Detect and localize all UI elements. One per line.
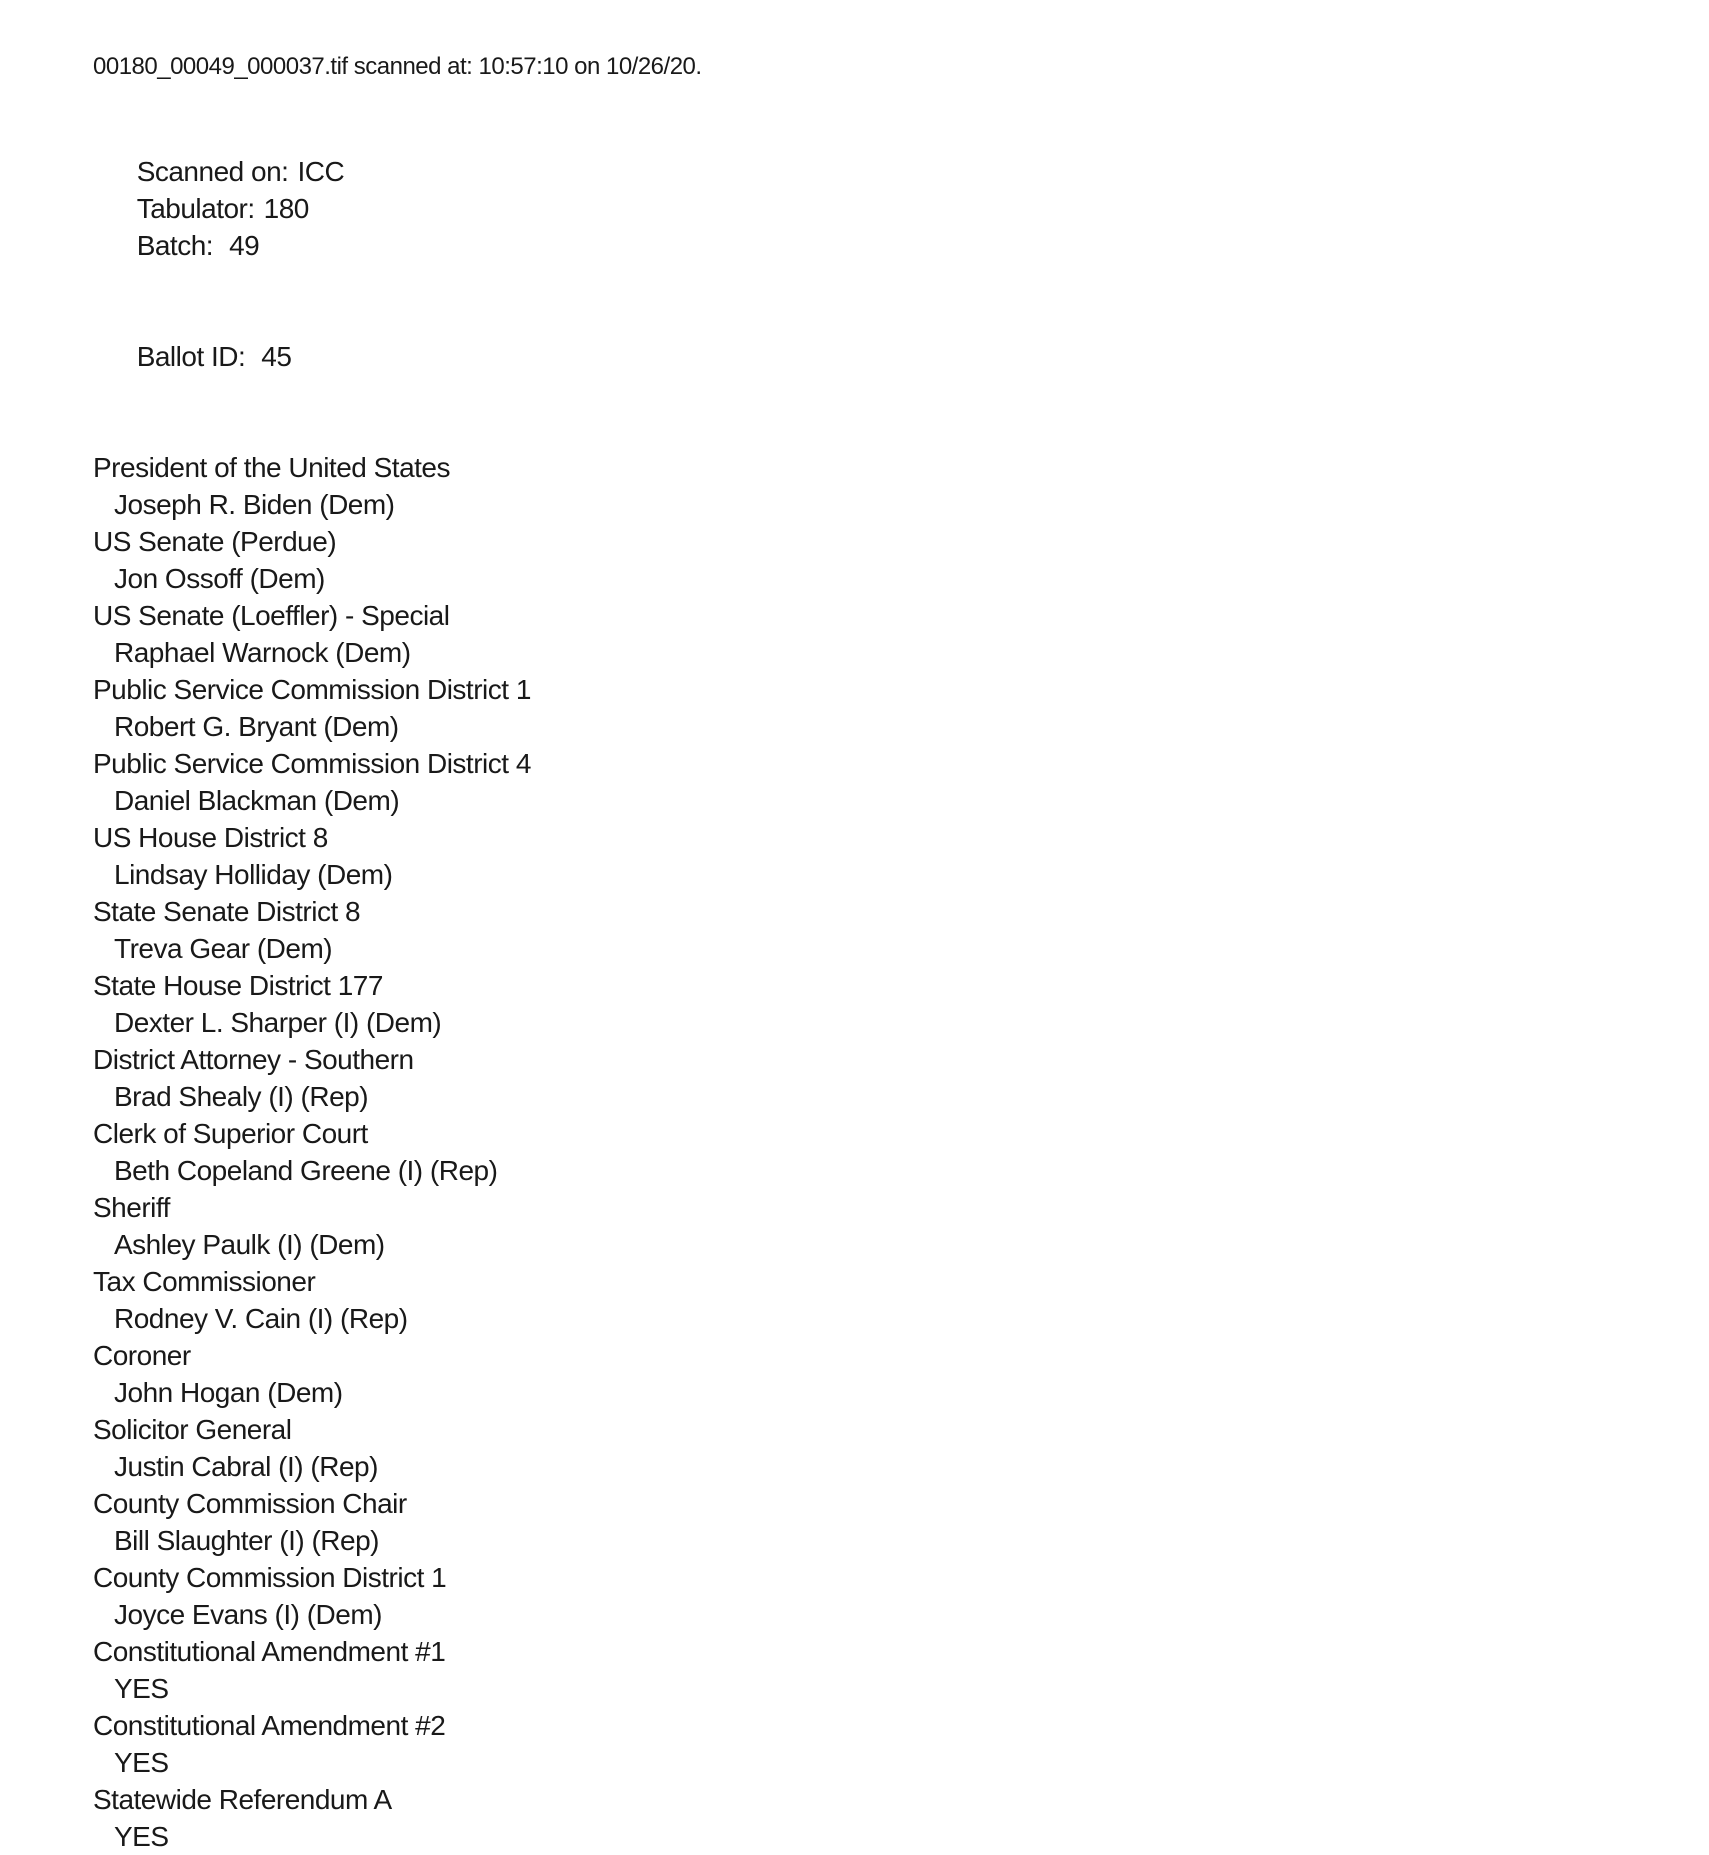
contest-title: Public Service Commission District 1: [93, 674, 531, 705]
scanned-on-value: ICC: [297, 156, 345, 187]
contest-selection: Lindsay Holliday (Dem): [114, 859, 393, 890]
contest-selection: Robert G. Bryant (Dem): [114, 711, 399, 742]
contest-entry: [93, 819, 1649, 893]
scanned-on-pair: [137, 153, 344, 190]
contest-title: Public Service Commission District 4: [93, 748, 531, 779]
batch-pair: [137, 227, 260, 264]
contest-selection: Raphael Warnock (Dem): [114, 637, 411, 668]
contest-entry: [93, 597, 1649, 671]
contest-title: Tax Commissioner: [93, 1266, 316, 1297]
contest-selection: Ashley Paulk (I) (Dem): [114, 1229, 385, 1260]
scanner-info-line: [93, 116, 1649, 301]
contest-title: US Senate (Loeffler) - Special: [93, 600, 450, 631]
contest-selection: YES: [114, 1747, 169, 1778]
contest-selection: YES: [114, 1821, 169, 1852]
batch-value: 49: [229, 230, 260, 261]
contest-selection: Treva Gear (Dem): [114, 933, 333, 964]
contest-entry: [93, 1633, 1649, 1707]
contest-selection: Bill Slaughter (I) (Rep): [114, 1525, 379, 1556]
contest-title: State Senate District 8: [93, 896, 361, 927]
contest-selection: Dexter L. Sharper (I) (Dem): [114, 1007, 442, 1038]
contest-selection: Jon Ossoff (Dem): [114, 563, 325, 594]
ballot-id-line: [93, 301, 1649, 412]
tabulator-value: 180: [263, 193, 309, 224]
ballot-id-label: Ballot ID:: [136, 341, 246, 372]
contest-title: Clerk of Superior Court: [93, 1118, 368, 1149]
scan-metadata: [93, 116, 1649, 412]
contest-selection: Joseph R. Biden (Dem): [114, 489, 395, 520]
contest-title: State House District 177: [93, 970, 383, 1001]
contest-entry: [93, 1041, 1649, 1115]
contest-title: Sheriff: [93, 1192, 170, 1223]
contest-title: President of the United States: [93, 452, 450, 483]
contest-title: Solicitor General: [93, 1414, 292, 1445]
contest-entry: [93, 1781, 1649, 1855]
contest-title: US House District 8: [93, 822, 328, 853]
contest-entry: [93, 967, 1649, 1041]
contest-entry: [93, 1189, 1649, 1263]
contest-entry: [93, 1411, 1649, 1485]
contest-entry: [93, 523, 1649, 597]
contest-entry: [93, 1559, 1649, 1633]
scanned-on-label: Scanned on:: [136, 156, 289, 187]
contest-entry: [93, 745, 1649, 819]
contest-entry: [93, 449, 1649, 523]
contest-entry: [93, 893, 1649, 967]
contest-entry: [93, 671, 1649, 745]
contest-selection: Joyce Evans (I) (Dem): [114, 1599, 382, 1630]
ballot-id-value: 45: [261, 341, 292, 372]
contest-selection: Daniel Blackman (Dem): [114, 785, 400, 816]
contest-title: Constitutional Amendment #1: [93, 1636, 446, 1667]
tabulator-label: Tabulator:: [136, 193, 255, 224]
contest-selection: YES: [114, 1673, 169, 1704]
contest-selection: Brad Shealy (I) (Rep): [114, 1081, 369, 1112]
contest-selection: Justin Cabral (I) (Rep): [114, 1451, 378, 1482]
batch-label: Batch:: [136, 230, 214, 261]
contest-entry: [93, 1707, 1649, 1781]
contest-entry: [93, 1337, 1649, 1411]
contest-entry: [93, 1263, 1649, 1337]
contest-title: Statewide Referendum A: [93, 1784, 392, 1815]
contest-list: [93, 449, 1649, 1855]
contest-title: Constitutional Amendment #2: [93, 1710, 446, 1741]
contest-entry: [93, 1485, 1649, 1559]
contest-selection: Rodney V. Cain (I) (Rep): [114, 1303, 408, 1334]
contest-selection: John Hogan (Dem): [114, 1377, 343, 1408]
ballot-id-pair: [137, 338, 292, 375]
contest-title: US Senate (Perdue): [93, 526, 337, 557]
contest-title: County Commission Chair: [93, 1488, 407, 1519]
file-scan-line: 00180_00049_000037.tif scanned at: 10:57:10 on 10/26/20.: [93, 53, 702, 80]
contest-selection: Beth Copeland Greene (I) (Rep): [114, 1155, 498, 1186]
contest-title: County Commission District 1: [93, 1562, 447, 1593]
contest-title: District Attorney - Southern: [93, 1044, 414, 1075]
contest-title: Coroner: [93, 1340, 191, 1371]
contest-entry: [93, 1115, 1649, 1189]
tabulator-pair: [137, 190, 309, 227]
